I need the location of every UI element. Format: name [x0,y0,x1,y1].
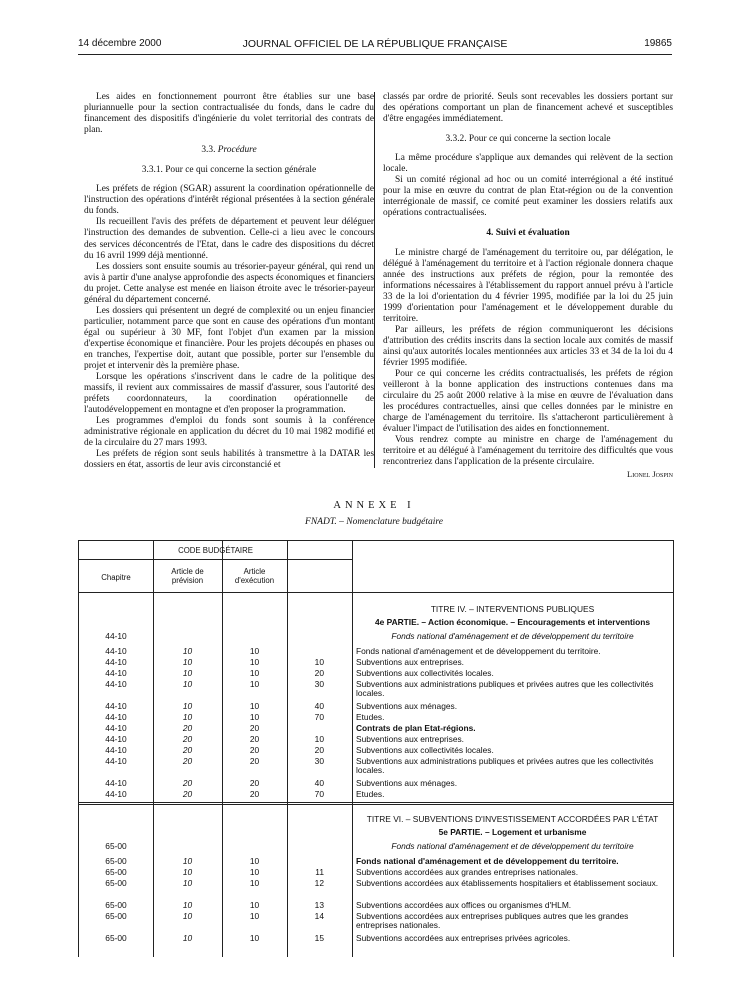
col-divider [287,541,288,957]
chapitre-cell: 44-10 [105,657,127,667]
chapitre-header: Chapitre [101,573,131,582]
prevision-cell: 10 [182,646,193,656]
code-budgetaire-header: CODE BUDGÉTAIRE [178,546,253,555]
section-heading: 3.3.2. Pour ce qui concerne la section locale [445,134,611,145]
execution-cell: 20 [249,745,260,755]
paragraph: Le ministre chargé de l'aménagement du territoire ou, par délégation, le délégué à l'aménagement du territoire et à l'action régionale donnera chaque année des instructions aux préfets de région, pour la remontée des informations nécessaires à l'établissement du rapport annuel prévu à l'article 33 de la loi d'orientation du 4 février 1995, modifiée par la loi du 25 juin 1999 d'orientation pour l'aménagement et le développement durable du territoire. [383,247,673,324]
libelle-cell: Subventions aux ménages. [356,778,458,788]
paragraph: Pour ce qui concerne les crédits contractualisés, les préfets de région veilleront à la bonne application des instructions contenues dans ma circulaire du 25 août 2000 relative à la mise en œuvre de l'évaluation dans les procédures contractuelles, ainsi que celles données par le ministre en charge de l'aménagement du territoire. Ils s'attacheront particulièrement à évaluer l'impact de l'utilisation des aides en fonctionnement. [383,369,673,435]
signature: Lionel Jospin [627,469,673,480]
page-number: 19865 [644,38,672,49]
chapitre-cell: 65-00 [105,856,127,866]
prevision-cell: 10 [182,933,193,943]
paragraph: classés par ordre de priorité. Seuls sont recevables les dossiers portant sur des opérations comportant un plan de financement achevé et susceptibles d'être engagées immédiatement. [383,92,673,125]
execution-cell: 20 [249,723,260,733]
paragraph: Les programmes d'emploi du fonds sont soumis à la conférence administrative régionale en application du décret du 10 mai 1982 modifié et de la circulaire du 27 mars 1993. [84,416,374,449]
execution-cell: 10 [249,900,260,910]
chapitre-cell: 44-10 [105,734,127,744]
chapitre-cell: 65-00 [105,841,127,851]
header-bottom-rule [79,592,673,593]
col-divider [352,541,353,957]
header-rule [78,54,672,55]
prevision-cell: 10 [182,867,193,877]
prevision-cell: 20 [182,789,193,799]
libelle-cell: Fonds national d'aménagement et de développement du territoire. [356,856,619,866]
page-header [78,38,672,52]
prevision-cell: 20 [182,745,193,755]
paragraph: Les dossiers qui présentent un degré de complexité ou un enjeu financier particulier, notamment parce que sont en cause des opérations d'un montant égal ou supérieur à 30 MF, font l'objet d'un examen par la mission d'expertise économique et financière. Pour les projets découpés en phases ou en tranches, l'expertise doit, autant que possible, porter sur l'ensemble du projet et intervenir dès la première phase. [84,305,374,372]
libelle-cell: Subventions accordées aux grandes entreprises nationales. [356,867,579,877]
execution-cell: 10 [249,911,260,921]
prevision-cell: 10 [182,856,193,866]
right-column [383,92,673,481]
libelle-cell: Subventions aux ménages. [356,701,458,711]
prevision-header: Article de prévision [171,567,204,585]
paragraph: Par ailleurs, les préfets de région communiqueront les décisions d'attribution des crédits inscrits dans la section locale aux comités de massif ainsi qu'aux autorités locales mentionnées aux articles 33 et 34 de la loi du 4 février 1995 modifiée. [383,324,673,368]
execution-cell: 20 [249,778,260,788]
libelle-cell: Fonds national d'aménagement et de développement du territoire [391,841,634,851]
section-separator [79,804,673,805]
prevision-cell: 20 [182,778,193,788]
execution-cell: 10 [249,657,260,667]
chapitre-cell: 65-00 [105,933,127,943]
chapitre-cell: 65-00 [105,867,127,877]
chapitre-cell: 44-10 [105,723,127,733]
header-date: 14 décembre 2000 [78,38,162,49]
partie-label: 4e PARTIE. – Action économique. – Encouragements et interventions [374,617,651,627]
titre-label: TITRE VI. – SUBVENTIONS D'INVESTISSEMENT ACCORDÉES PAR L'ÉTAT [366,814,659,824]
prevision-cell: 10 [182,900,193,910]
budget-table: CODE BUDGÉTAIRE Chapitre Article de prévision Article d'exécution TITRE IV. – INTERVENTIONS PUBLIQUES 4e PARTIE. – Action économique. – Encouragements et interventions 44-10 Fonds national d'aménagement et de développement du territoire 44-10 10 10 Fonds national d'aménagement et de développement du territoire. 44-10 10 10 10 Subventions aux entreprises. 44-10 10 10 20 Subventions aux collectivités locales. 44-10 10 10 30 Subventions aux administrations publiques et privées autres que les collectivités locales. 44-10 10 10 40 Subventions aux ménages. 44-10 10 10 70 Etudes. 44-10 20 20 Contrats de plan Etat-régions. 44-10 20 20 10 Subventions aux entreprises. 44-10 20 20 20 Subventions aux collectivités locales. 44-10 20 20 30 Subventions aux administrations publiques et privées autres que les collectivités locales. 44-10 20 20 40 Subventions aux ménages. 44-10 20 20 70 Etudes. TITRE VI. – SUBVENTIONS D'INVESTISSEMENT ACCORDÉES PAR L'ÉTAT 5e PARTIE. – Logement et urbanisme 65-00 Fonds national d'aménagement et de développement du territoire 65-00 10 10 Fonds national d'aménagement et de développement du territoire. 65-00 10 10 11 Subventions accordées aux grandes entreprises nationales. 65-00 10 10 12 Subventions accordées aux établissements hospitaliers et établissement sociaux. 65-00 10 10 13 Subventions accordées aux offices ou organismes d'HLM. 65-00 10 10 14 Subventions accordées aux entreprises publiques autres que les grandes entreprises nationales. 65-00 10 10 15 Subventions accordées aux entreprises privées agricoles. [78,540,674,957]
execution-cell: 10 [249,646,260,656]
prevision-cell: 10 [182,679,193,689]
libelle-cell: Subventions aux entreprises. [356,657,465,667]
prevision-cell: 20 [182,734,193,744]
libelle-cell: Subventions accordées aux établissements hospitaliers et établissement sociaux. [356,878,659,888]
execution-cell: 10 [249,701,260,711]
execution-header: Article d'exécution [234,567,275,585]
column-separator [374,92,375,468]
heading-text: Procédure [217,145,257,156]
libelle-cell: Subventions aux administrations publiques et privées autres que les collectivités locales. [356,756,654,776]
section-heading [84,145,374,156]
execution-cell: 10 [249,878,260,888]
libelle-cell: Contrats de plan Etat-régions. [356,723,476,733]
partie-label: 5e PARTIE. – Logement et urbanisme [438,827,587,837]
paragraph: Les préfets de région sont seuls habilités à transmettre à la DATAR les dossiers en état, assortis de leur avis circonstancié et [84,449,374,471]
execution-cell: 20 [249,756,260,766]
paragraph: La même procédure s'applique aux demandes qui relèvent de la section locale. [383,153,673,175]
annexe-title: ANNEXE I [333,500,415,511]
libelle-cell: Subventions aux collectivités locales. [356,745,494,755]
chapitre-cell: 44-10 [105,778,127,788]
chapitre-cell: 44-10 [105,745,127,755]
libelle-cell: Fonds national d'aménagement et de développement du territoire [391,631,634,641]
chapitre-cell: 44-10 [105,631,127,641]
chapitre-cell: 44-10 [105,789,127,799]
heading-number: 3.3. [201,145,218,156]
prevision-cell: 20 [182,756,193,766]
prevision-cell: 10 [182,712,193,722]
journal-title: JOURNAL OFFICIEL DE LA RÉPUBLIQUE FRANÇAISE [242,38,508,50]
prevision-cell: 10 [182,878,193,888]
execution-cell: 10 [249,712,260,722]
libelle-cell: Subventions accordées aux entreprises publiques autres que les grandes entreprises nationales. [356,911,629,931]
paragraph: Si un comité régional ad hoc ou un comité interrégional a été institué pour la mise en œuvre du contrat de plan Etat-région ou de la convention interrégionale de massif, ce comité peut examiner les dossiers relatifs aux opérations contractualisées. [383,175,673,219]
prevision-cell: 20 [182,723,193,733]
libelle-cell: Subventions accordées aux offices ou organismes d'HLM. [356,900,572,910]
paragraph: Les préfets de région (SGAR) assurent la coordination opérationnelle de l'instruction des opérations d'intérêt régional présentées à la section générale du fonds. [84,184,374,217]
chapitre-cell: 65-00 [105,878,127,888]
libelle-cell: Etudes. [356,789,385,799]
paragraph: Lorsque les opérations s'inscrivent dans le cadre de la politique des massifs, il revient aux commissaires de massif d'assurer, sous l'autorité des préfets coordonnateurs, la coordination opérationnelle de l'autodéveloppement en montagne et d'en proposer la programmation. [84,372,374,416]
chapitre-cell: 44-10 [105,701,127,711]
execution-cell: 10 [249,933,260,943]
libelle-cell: Etudes. [356,712,385,722]
paragraph: Ils recueillent l'avis des préfets de département et peuvent leur déléguer l'instruction des demandes de subvention. Celle-ci a lieu avec le concours des services déconcentrés de l'Etat, dans le cadre des dispositions du décret du 16 avril 1999 déjà mentionné. [84,217,374,261]
execution-cell: 10 [249,679,260,689]
prevision-cell: 10 [182,657,193,667]
libelle-cell: Subventions accordées aux entreprises privées agricoles. [356,933,571,943]
libelle-cell: Subventions aux administrations publiques et privées autres que les collectivités locales. [356,679,654,699]
libelle-cell: Subventions aux collectivités locales. [356,668,494,678]
header-divider [79,559,352,560]
libelle-cell: Fonds national d'aménagement et de développement du territoire. [356,646,601,656]
paragraph: Les aides en fonctionnement pourront être établies sur une base pluriannuelle pour la section contractualisée du fonds, dans le cadre du financement des dispositifs d'ingénierie du volet territorial des contrats de plan. [84,92,374,136]
section-heading: 3.3.1. Pour ce qui concerne la section générale [141,165,317,176]
chapitre-cell: 44-10 [105,646,127,656]
prevision-cell: 10 [182,911,193,921]
chapitre-cell: 44-10 [105,712,127,722]
prevision-cell: 10 [182,668,193,678]
titre-label: TITRE IV. – INTERVENTIONS PUBLIQUES [430,604,595,614]
chapitre-cell: 44-10 [105,756,127,766]
chapitre-cell: 44-10 [105,668,127,678]
paragraph: Vous rendrez compte au ministre en charge de l'aménagement du territoire et au délégué à l'aménagement du territoire des difficultés que vous rencontreriez dans l'application de la présente circulaire. [383,435,673,468]
paragraph: Les dossiers sont ensuite soumis au trésorier-payeur général, qui rend un avis à partir d'une analyse approfondie des aspects économiques et financiers du projet. Cette analyse est menée en liaison étroite avec le trésorier-payeur général du département concerné. [84,261,374,305]
left-column [84,92,374,472]
execution-cell: 20 [249,734,260,744]
execution-cell: 10 [249,867,260,877]
chapitre-cell: 65-00 [105,911,127,921]
execution-cell: 10 [249,856,260,866]
execution-cell: 20 [249,789,260,799]
annexe-subtitle: FNADT. – Nomenclature budgétaire [305,517,443,527]
section-heading: 4. Suivi et évaluation [486,228,570,239]
section-separator [79,802,673,803]
chapitre-cell: 65-00 [105,900,127,910]
chapitre-cell: 44-10 [105,679,127,689]
execution-cell: 10 [249,668,260,678]
prevision-cell: 10 [182,701,193,711]
libelle-cell: Subventions aux entreprises. [356,734,465,744]
